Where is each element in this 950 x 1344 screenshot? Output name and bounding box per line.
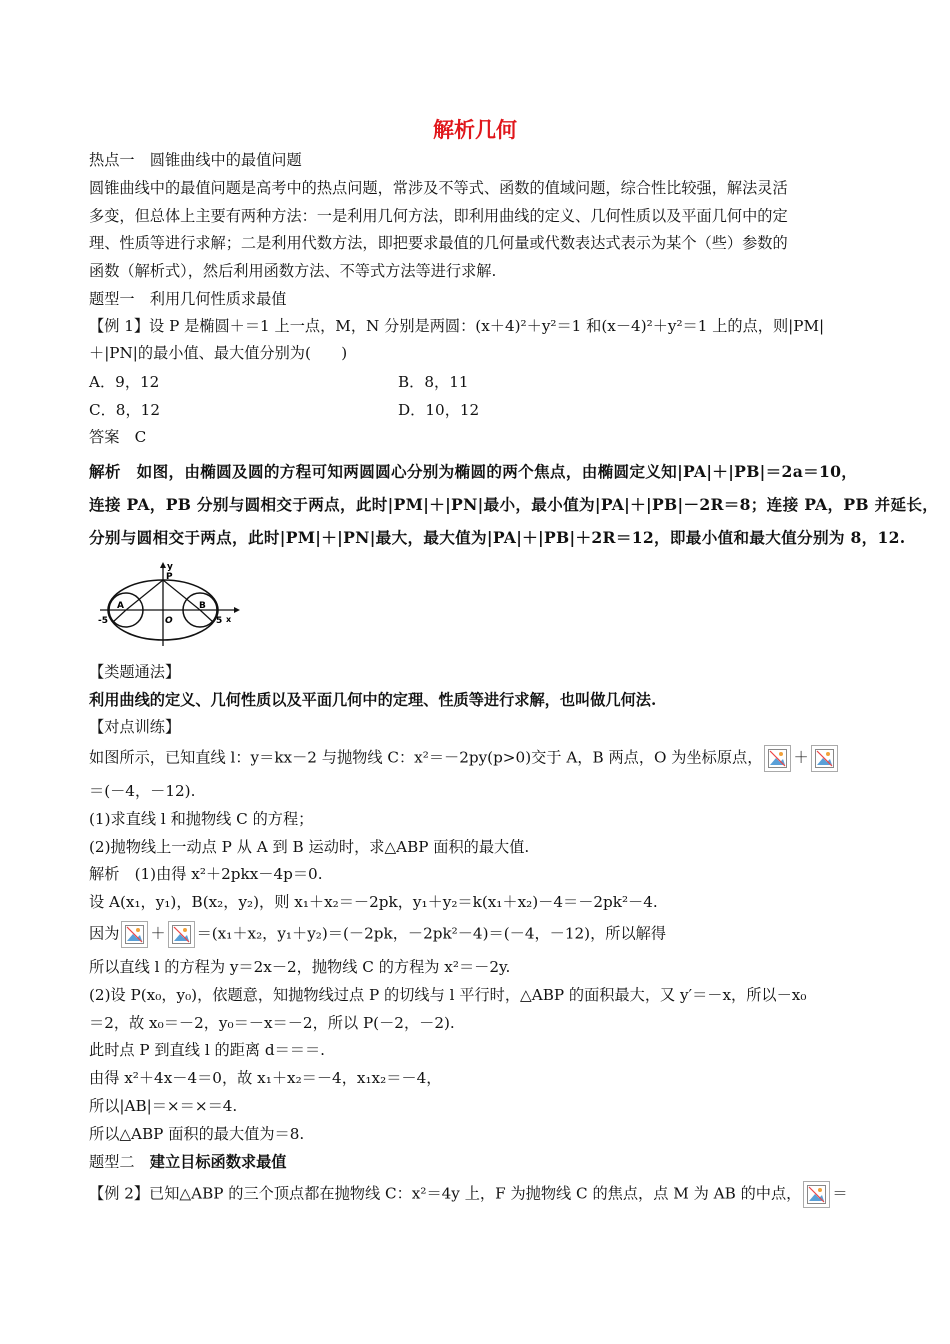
fig-label-neg5: -5: [98, 616, 108, 626]
fig-label-x: x: [226, 615, 232, 624]
solution-line-4: 所以直线 l 的方程为 y＝2x－2，抛物线 C 的方程为 x²＝－2y.: [89, 958, 511, 976]
broken-image-icon: [803, 1181, 830, 1208]
solution-line-8: 由得 x²＋4x－4＝0，故 x₁＋x₂＝－4，x₁x₂＝－4，: [89, 1069, 442, 1087]
answer-line: 答案 C: [89, 428, 147, 446]
option-b: B．8，11: [398, 373, 469, 391]
solution-line-1: 解析 (1)由得 x²＋2pkx－4p＝0.: [89, 865, 323, 883]
class-method-text: 利用曲线的定义、几何性质以及平面几何中的定理、性质等进行求解，也叫做几何法.: [89, 691, 657, 709]
fig-label-y: y: [167, 562, 173, 572]
type-one-heading: 题型一 利用几何性质求最值: [89, 290, 287, 308]
broken-image-icon: [121, 921, 148, 948]
option-c: C．8，12: [89, 401, 160, 419]
solution-line-2: 设 A(x₁，y₁)，B(x₂，y₂)，则 x₁＋x₂＝－2pk，y₁＋y₂＝k(x₁＋x₂)－4＝－2pk²－4.: [89, 893, 658, 911]
x-axis-arrow: [234, 607, 240, 613]
y-axis-arrow: [160, 562, 166, 568]
plus-sign: ＋: [793, 748, 809, 767]
solution-scan-line-2: 连接 PA，PB 分别与圆相交于两点，此时|PM|＋|PN|最小，最小值为|PA|＋|PB|－2R＝8；连接 PA，PB 并延长，: [89, 495, 939, 514]
intro-line-1: 圆锥曲线中的最值问题是高考中的热点问题，常涉及不等式、函数的值域问题，综合性比较强，解法灵活: [89, 179, 788, 197]
example-2-line: [89, 1181, 848, 1208]
solution-text-3: ＝(x₁＋x₂，y₁＋y₂)＝(－2pk，－2pk²－4)＝(－4，－12)，所以解得: [196, 924, 667, 943]
fig-label-o: O: [165, 616, 173, 626]
broken-image-icon: [764, 745, 791, 772]
solution-line-3: [89, 921, 666, 948]
intro-line-4: 函数（解析式），然后利用函数方法、不等式方法等进行求解.: [89, 262, 497, 280]
solution-line-9: 所以|AB|＝×＝×＝4.: [89, 1097, 238, 1115]
because-text: 因为: [89, 924, 120, 943]
class-method-heading: 【类题通法】: [89, 663, 181, 681]
question-text-1: 如图所示，已知直线 l：y＝kx－2 与抛物线 C：x²＝－2py(p>0)交于 A，B 两点，O 为坐标原点，: [89, 748, 763, 767]
solution-line-6: ＝2，故 x₀＝－2，y₀＝－x＝－2，所以 P(－2，－2).: [89, 1014, 455, 1032]
broken-image-icon: [811, 745, 838, 772]
solution-scan-line-1: 解析 如图，由椭圆及圆的方程可知两圆圆心分别为椭圆的两个焦点，由椭圆定义知|PA|＋|PB|＝2a＝10，: [89, 462, 858, 481]
page-title: 解析几何: [433, 118, 517, 142]
type-two-label: 题型二: [89, 1153, 150, 1171]
training-heading: 【对点训练】: [89, 718, 181, 736]
type-two-heading: [89, 1152, 286, 1172]
broken-image-icon: [168, 921, 195, 948]
solution-line-7: 此时点 P 到直线 l 的距离 d＝＝＝.: [89, 1041, 326, 1059]
question-part-1: (1)求直线 l 和抛物线 C 的方程；: [89, 810, 314, 828]
option-a: A．9，12: [89, 373, 160, 391]
example-1-line-1: 【例 1】设 P 是椭圆＋＝1 上一点，M，N 分别是两圆：(x＋4)²＋y²＝1 和(x－4)²＋y²＝1 上的点，则|PM|: [89, 317, 825, 335]
option-d: D．10，12: [398, 401, 480, 419]
question-part-2: (2)抛物线上一动点 P 从 A 到 B 运动时，求△ABP 面积的最大值.: [89, 838, 530, 856]
example-2-text: 【例 2】已知△ABP 的三个顶点都在抛物线 C：x²＝4y 上，F 为抛物线 C 的焦点，点 M 为 AB 的中点，: [89, 1184, 802, 1203]
question-line-1: [89, 745, 840, 772]
ellipse-figure: [96, 562, 246, 648]
solution-line-10: 所以△ABP 面积的最大值为＝8.: [89, 1125, 305, 1143]
solution-line-5: (2)设 P(x₀，y₀)，依题意，知抛物线过点 P 的切线与 l 平行时，△ABP 的面积最大，又 y′＝－x，所以－x₀: [89, 986, 807, 1004]
example-1-line-2: ＋|PN|的最小值、最大值分别为( ): [89, 344, 348, 362]
solution-scan-line-3: 分别与圆相交于两点，此时|PM|＋|PN|最大，最大值为|PA|＋|PB|＋2R＝12，即最小值和最大值分别为 8，12.: [89, 528, 906, 547]
example-2-equals: ＝: [832, 1184, 848, 1203]
plus-sign: ＋: [150, 924, 166, 943]
intro-line-2: 多变，但总体上主要有两种方法：一是利用几何方法，即利用曲线的定义、几何性质以及平面几何中的定: [89, 207, 788, 225]
section-heading: 热点一 圆锥曲线中的最值问题: [89, 151, 302, 169]
type-two-title: 建立目标函数求最值: [149, 1153, 287, 1171]
fig-label-a: A: [117, 601, 124, 611]
fig-label-pos5: 5: [216, 616, 223, 626]
segment-pb-extended: [200, 610, 213, 622]
question-line-2: ＝(－4，－12).: [89, 782, 196, 800]
fig-label-b: B: [199, 601, 206, 611]
intro-line-3: 理、性质等进行求解；二是利用代数方法，即把要求最值的几何量或代数表达式表示为某个（些）参数的: [89, 234, 788, 252]
fig-label-p: P: [166, 572, 173, 582]
segment-pa-extended: [113, 610, 126, 622]
